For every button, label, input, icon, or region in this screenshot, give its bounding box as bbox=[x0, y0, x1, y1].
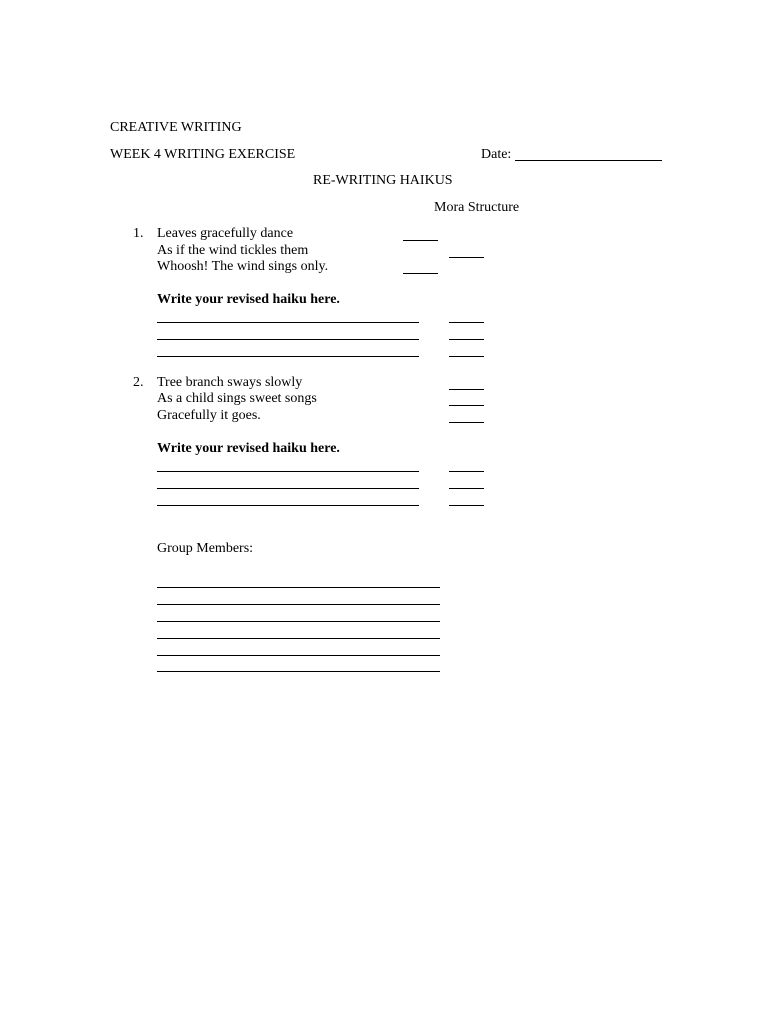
mora-blank[interactable] bbox=[403, 273, 438, 274]
mora-blank[interactable] bbox=[449, 257, 484, 258]
member-name-blank[interactable] bbox=[157, 638, 440, 639]
revised-line-blank[interactable] bbox=[157, 356, 419, 357]
member-name-blank[interactable] bbox=[157, 655, 440, 656]
mora-blank[interactable] bbox=[449, 505, 484, 506]
haiku-number: 1. bbox=[133, 226, 144, 241]
haiku-number: 2. bbox=[133, 375, 144, 390]
exercise-title: WEEK 4 WRITING EXERCISE bbox=[110, 147, 296, 162]
mora-blank[interactable] bbox=[449, 422, 484, 423]
revised-line-blank[interactable] bbox=[157, 488, 419, 489]
course-title: CREATIVE WRITING bbox=[110, 120, 242, 135]
page-title: RE-WRITING HAIKUS bbox=[313, 173, 453, 188]
haiku-line: As if the wind tickles them bbox=[157, 243, 309, 258]
revised-line-blank[interactable] bbox=[157, 471, 419, 472]
mora-blank[interactable] bbox=[449, 389, 484, 390]
group-members-label: Group Members: bbox=[157, 541, 254, 556]
member-name-blank[interactable] bbox=[157, 604, 440, 605]
mora-structure-header: Mora Structure bbox=[434, 200, 520, 215]
haiku-line: Tree branch sways slowly bbox=[157, 375, 303, 390]
mora-blank[interactable] bbox=[449, 322, 484, 323]
mora-blank[interactable] bbox=[403, 240, 438, 241]
member-name-blank[interactable] bbox=[157, 671, 440, 672]
member-name-blank[interactable] bbox=[157, 621, 440, 622]
mora-blank[interactable] bbox=[449, 339, 484, 340]
revised-line-blank[interactable] bbox=[157, 505, 419, 506]
mora-blank[interactable] bbox=[449, 471, 484, 472]
revise-prompt: Write your revised haiku here. bbox=[157, 441, 340, 456]
mora-blank[interactable] bbox=[449, 488, 484, 489]
haiku-line: As a child sings sweet songs bbox=[157, 391, 317, 406]
haiku-line: Leaves gracefully dance bbox=[157, 226, 294, 241]
haiku-line: Whoosh! The wind sings only. bbox=[157, 259, 329, 274]
date-blank[interactable] bbox=[515, 160, 662, 161]
revise-prompt: Write your revised haiku here. bbox=[157, 292, 340, 307]
date-label: Date: bbox=[481, 147, 512, 162]
haiku-line: Gracefully it goes. bbox=[157, 408, 261, 423]
mora-blank[interactable] bbox=[449, 356, 484, 357]
member-name-blank[interactable] bbox=[157, 587, 440, 588]
revised-line-blank[interactable] bbox=[157, 322, 419, 323]
revised-line-blank[interactable] bbox=[157, 339, 419, 340]
mora-blank[interactable] bbox=[449, 405, 484, 406]
